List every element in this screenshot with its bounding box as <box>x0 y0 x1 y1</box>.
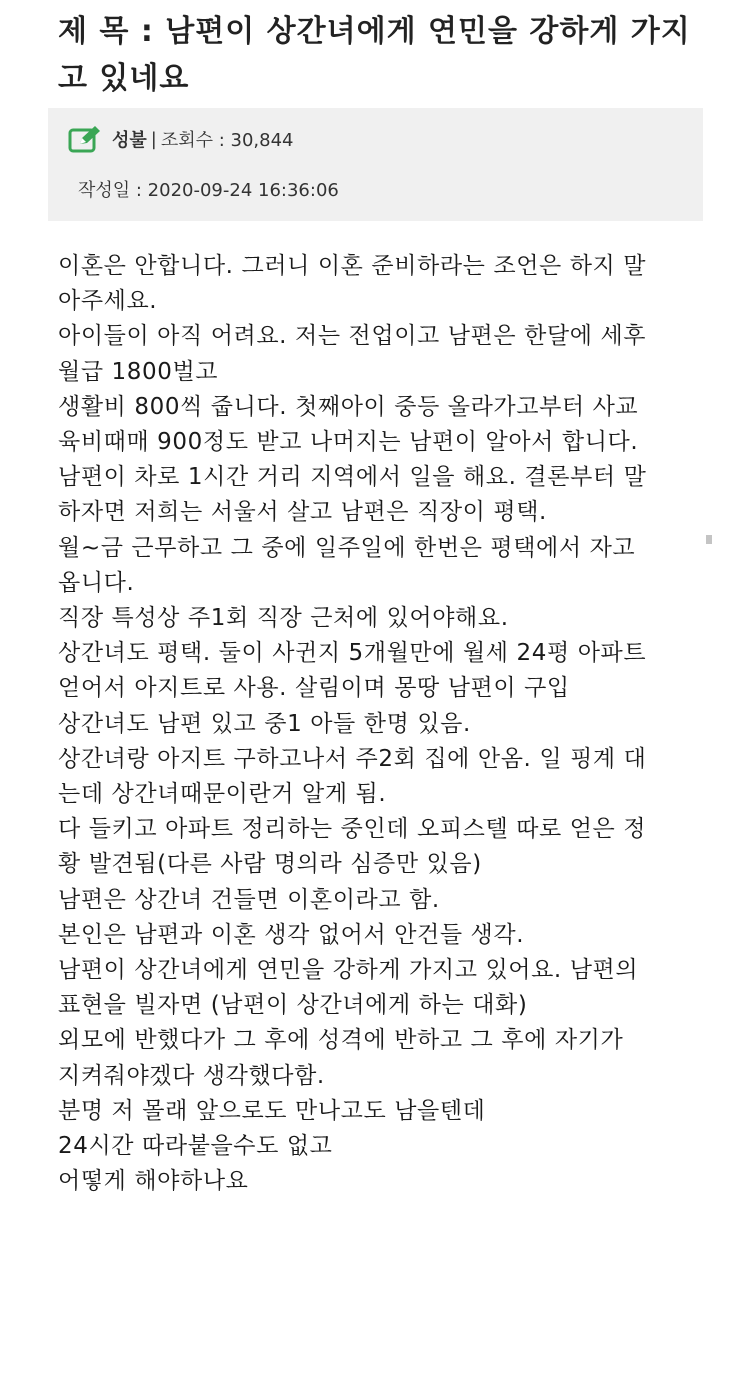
body-line: 육비때매 900정도 받고 나머지는 남편이 알아서 합니다. <box>58 429 639 456</box>
body-line: 얻어서 아지트로 사용. 살림이며 몽땅 남편이 구입 <box>58 675 570 702</box>
edit-note-icon <box>68 124 102 154</box>
body-line: 황 발견됨(다른 사람 명의라 심증만 있음) <box>58 851 482 878</box>
body-line: 외모에 반했다가 그 후에 성격에 반하고 그 후에 자기가 <box>58 1027 624 1054</box>
scroll-indicator[interactable] <box>706 535 712 544</box>
body-line: 생활비 800씩 줍니다. 첫째아이 중등 올라가고부터 사교 <box>58 393 639 420</box>
body-line: 아이들이 아직 어려요. 저는 전업이고 남편은 한달에 세후 <box>58 323 647 350</box>
post-title-line-2: 고 있네요 <box>58 61 190 96</box>
body-line: 상간녀도 남편 있고 중1 아들 한명 있음. <box>58 710 471 737</box>
body-line: 남편이 차로 1시간 거리 지역에서 일을 해요. 결론부터 말 <box>58 464 647 491</box>
post-meta-box <box>48 108 703 221</box>
body-line: 상간녀랑 아지트 구하고나서 주2회 집에 안옴. 일 핑계 대 <box>58 745 647 772</box>
body-line: 하자면 저희는 서울서 살고 남편은 직장이 평택. <box>58 499 547 526</box>
meta-separator: | <box>150 128 157 150</box>
body-line: 아주세요. <box>58 288 158 315</box>
body-line: 다 들키고 아파트 정리하는 중인데 오피스텔 따로 얻은 정 <box>58 816 647 843</box>
body-line: 지켜줘야겠다 생각했다함. <box>58 1062 325 1089</box>
body-line: 이혼은 안합니다. 그러니 이혼 준비하라는 조언은 하지 말 <box>58 253 647 279</box>
body-line: 남편이 상간녀에게 연민을 강하게 가지고 있어요. 남편의 <box>58 957 639 984</box>
body-line: 표현을 빌자면 (남편이 상간녀에게 하는 대화) <box>58 992 528 1019</box>
post-body <box>58 249 738 1199</box>
post-title <box>58 8 718 102</box>
body-line: 월급 1800벌고 <box>58 358 219 385</box>
post-title-line-1: 제 목 : 남편이 상간녀에게 연민을 강하게 가지 <box>58 14 691 49</box>
body-line: 본인은 남편과 이혼 생각 없어서 안건들 생각. <box>58 921 525 948</box>
body-line: 직장 특성상 주1회 직장 근처에 있어야해요. <box>58 605 509 632</box>
body-line: 는데 상간녀때문이란거 알게 됨. <box>58 781 387 808</box>
body-line: 월~금 근무하고 그 중에 일주일에 한번은 평택에서 자고 <box>58 534 636 561</box>
view-count: 조회수 : 30,844 <box>160 130 294 151</box>
body-line: 24시간 따라붙을수도 없고 <box>58 1133 333 1160</box>
body-line: 남편은 상간녀 건들면 이혼이라고 함. <box>58 886 440 913</box>
post-date: 작성일 : 2020-09-24 16:36:06 <box>78 180 339 201</box>
author-row <box>68 123 294 155</box>
body-line: 어떻게 해야하나요 <box>58 1168 249 1195</box>
body-line: 옵니다. <box>58 569 135 596</box>
body-line: 상간녀도 평택. 둘이 사귄지 5개월만에 월세 24평 아파트 <box>58 640 647 667</box>
author-name[interactable]: 성불 <box>112 130 147 151</box>
body-line: 분명 저 몰래 앞으로도 만나고도 남을텐데 <box>58 1097 486 1124</box>
